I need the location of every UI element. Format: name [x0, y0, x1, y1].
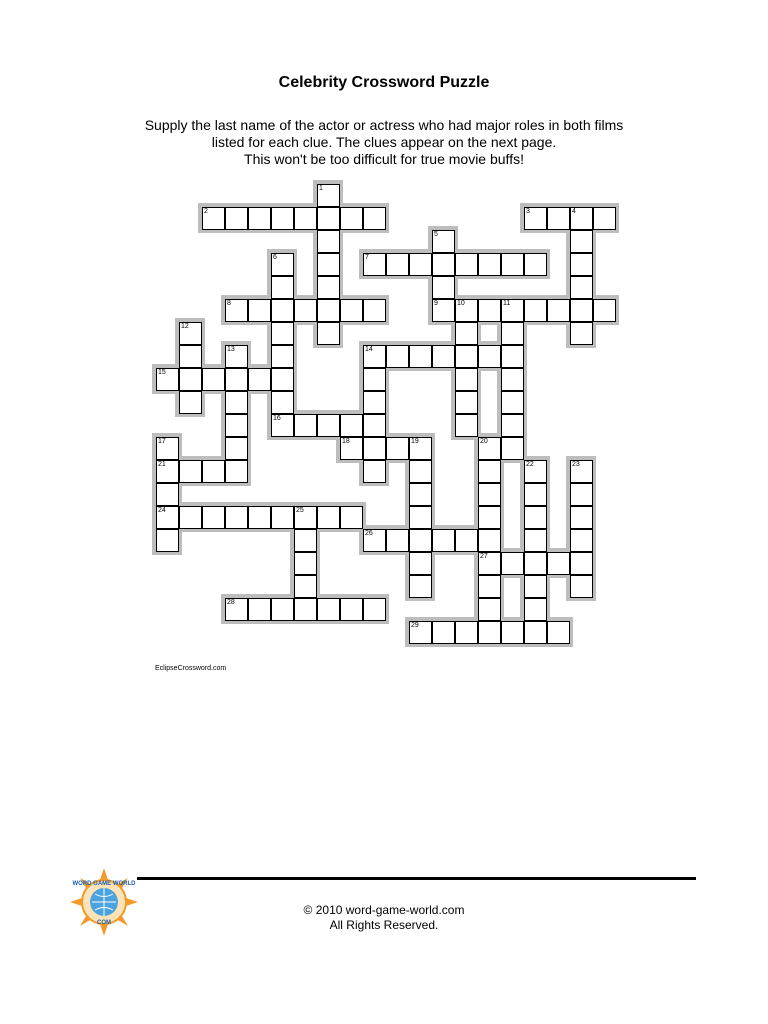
crossword-cell[interactable] [524, 621, 547, 644]
crossword-cell[interactable] [478, 529, 501, 552]
clue-number: 11 [503, 300, 511, 307]
crossword-cell[interactable] [248, 598, 271, 621]
crossword-cell[interactable] [547, 621, 570, 644]
clue-number: 16 [273, 415, 281, 422]
crossword-cell[interactable] [271, 414, 294, 437]
crossword-cell[interactable] [294, 506, 317, 529]
crossword-cell[interactable] [271, 598, 294, 621]
crossword-cell[interactable] [409, 529, 432, 552]
crossword-cell[interactable] [363, 598, 386, 621]
crossword-cell[interactable] [478, 506, 501, 529]
crossword-cell[interactable] [570, 460, 593, 483]
clue-number: 14 [365, 346, 373, 353]
crossword-cell[interactable] [179, 322, 202, 345]
crossword-cell[interactable] [455, 322, 478, 345]
clue-number: 26 [365, 530, 373, 537]
crossword-cell[interactable] [271, 506, 294, 529]
crossword-cell[interactable] [271, 299, 294, 322]
crossword-cell[interactable] [409, 575, 432, 598]
crossword-cell[interactable] [271, 322, 294, 345]
clue-number: 6 [273, 254, 277, 261]
crossword-cell[interactable] [501, 414, 524, 437]
clue-number: 15 [158, 369, 166, 376]
crossword-cell[interactable] [156, 529, 179, 552]
clue-number: 25 [296, 507, 304, 514]
crossword-cell[interactable] [570, 483, 593, 506]
crossword-cell[interactable] [340, 414, 363, 437]
crossword-cell[interactable] [478, 460, 501, 483]
logo-text-bottom: COM [97, 920, 111, 926]
crossword-cell[interactable] [363, 299, 386, 322]
crossword-cell[interactable] [524, 506, 547, 529]
crossword-cell[interactable] [248, 207, 271, 230]
crossword-cell[interactable] [156, 460, 179, 483]
crossword-cell[interactable] [294, 552, 317, 575]
crossword-cell[interactable] [501, 437, 524, 460]
crossword-cell[interactable] [409, 506, 432, 529]
crossword-cell[interactable] [478, 345, 501, 368]
crossword-cell[interactable] [386, 529, 409, 552]
credit-text: EclipseCrossword.com [155, 665, 227, 672]
crossword-cell[interactable] [363, 253, 386, 276]
crossword-cell[interactable] [363, 207, 386, 230]
crossword-cell[interactable] [363, 460, 386, 483]
clue-number: 22 [526, 461, 534, 468]
crossword-cell[interactable] [409, 437, 432, 460]
crossword-cell[interactable] [547, 299, 570, 322]
clue-number: 18 [342, 438, 350, 445]
clue-number: 13 [227, 346, 235, 353]
crossword-cell[interactable] [501, 552, 524, 575]
crossword-cell[interactable] [271, 345, 294, 368]
crossword-cell[interactable] [432, 230, 455, 253]
crossword-cell[interactable] [271, 276, 294, 299]
crossword-cell[interactable] [455, 391, 478, 414]
crossword-cell[interactable] [225, 506, 248, 529]
crossword-cell[interactable] [248, 368, 271, 391]
crossword-cell[interactable] [570, 529, 593, 552]
crossword-cell[interactable] [271, 391, 294, 414]
crossword-cell[interactable] [294, 414, 317, 437]
crossword-cell[interactable] [524, 575, 547, 598]
crossword-cell[interactable] [317, 276, 340, 299]
crossword-cell[interactable] [340, 437, 363, 460]
crossword-cell[interactable] [225, 391, 248, 414]
crossword-cell[interactable] [570, 552, 593, 575]
clue-number: 27 [480, 553, 488, 560]
crossword-cell[interactable] [363, 414, 386, 437]
crossword-cell[interactable] [501, 621, 524, 644]
crossword-cell[interactable] [524, 552, 547, 575]
crossword-cell[interactable] [386, 253, 409, 276]
clue-number: 8 [227, 300, 231, 307]
crossword-cell[interactable] [156, 483, 179, 506]
crossword-cell[interactable] [547, 552, 570, 575]
crossword-cell[interactable] [478, 598, 501, 621]
crossword-cell[interactable] [225, 414, 248, 437]
crossword-cell[interactable] [524, 253, 547, 276]
crossword-cell[interactable] [524, 529, 547, 552]
crossword-cell[interactable] [363, 529, 386, 552]
crossword-cell[interactable] [478, 621, 501, 644]
crossword-cell[interactable] [570, 575, 593, 598]
crossword-cell[interactable] [363, 391, 386, 414]
rights-text: All Rights Reserved. [329, 918, 439, 932]
clue-number: 3 [526, 208, 530, 215]
crossword-cell[interactable] [409, 460, 432, 483]
crossword-cell[interactable] [179, 460, 202, 483]
crossword-cell[interactable] [593, 299, 616, 322]
footer [0, 903, 768, 933]
crossword-cell[interactable] [501, 368, 524, 391]
crossword-cell[interactable] [317, 506, 340, 529]
crossword-cell[interactable] [363, 437, 386, 460]
crossword-cell[interactable] [478, 299, 501, 322]
crossword-cell[interactable] [386, 437, 409, 460]
clue-number: 5 [434, 231, 438, 238]
crossword-cell[interactable] [409, 483, 432, 506]
crossword-cell[interactable] [317, 253, 340, 276]
copyright-text: © 2010 word-game-world.com [303, 903, 465, 917]
crossword-cell[interactable] [478, 483, 501, 506]
crossword-cell[interactable] [432, 621, 455, 644]
crossword-cell[interactable] [294, 575, 317, 598]
clue-number: 21 [158, 461, 166, 468]
crossword-cell[interactable] [248, 506, 271, 529]
crossword-cell[interactable] [386, 345, 409, 368]
crossword-cell[interactable] [593, 207, 616, 230]
crossword-cell[interactable] [570, 506, 593, 529]
crossword-cell[interactable] [570, 276, 593, 299]
crossword-cell[interactable] [570, 253, 593, 276]
clue-number: 2 [204, 208, 208, 215]
crossword-cell[interactable] [225, 299, 248, 322]
crossword-cell[interactable] [225, 598, 248, 621]
crossword-cell[interactable] [225, 437, 248, 460]
crossword-cell[interactable] [409, 253, 432, 276]
crossword-cell[interactable] [501, 299, 524, 322]
crossword-cell[interactable] [363, 368, 386, 391]
crossword-cell[interactable] [340, 299, 363, 322]
clue-number: 19 [411, 438, 419, 445]
crossword-cell[interactable] [179, 391, 202, 414]
crossword-cell[interactable] [570, 230, 593, 253]
crossword-cell[interactable] [478, 575, 501, 598]
crossword-cell[interactable] [340, 506, 363, 529]
logo-text-top: WORD GAME WORLD [72, 881, 136, 887]
clue-number: 20 [480, 438, 488, 445]
crossword-cell[interactable] [432, 345, 455, 368]
crossword-cell[interactable] [340, 207, 363, 230]
crossword-cell[interactable] [547, 207, 570, 230]
crossword-cell[interactable] [271, 368, 294, 391]
clue-number: 4 [572, 208, 576, 215]
crossword-cell[interactable] [294, 529, 317, 552]
clue-number: 1 [319, 185, 323, 192]
crossword-cell[interactable] [409, 552, 432, 575]
crossword-cell[interactable] [478, 437, 501, 460]
crossword-cell[interactable] [524, 460, 547, 483]
footer-rule [137, 877, 696, 880]
crossword-cell[interactable] [202, 460, 225, 483]
crossword-cell[interactable] [294, 598, 317, 621]
crossword-cell[interactable] [478, 253, 501, 276]
crossword-cell[interactable] [409, 621, 432, 644]
clue-number: 9 [434, 300, 438, 307]
crossword-cell[interactable] [179, 368, 202, 391]
crossword-cell[interactable] [570, 299, 593, 322]
crossword-cell[interactable] [455, 345, 478, 368]
crossword-cell[interactable] [501, 253, 524, 276]
intro-line: Supply the last name of the actor or actress who had major roles in both films [144, 117, 624, 133]
crossword-cell[interactable] [524, 598, 547, 621]
crossword-cell[interactable] [455, 529, 478, 552]
crossword-cell[interactable] [432, 529, 455, 552]
clue-number: 17 [158, 438, 166, 445]
crossword-cell[interactable] [478, 552, 501, 575]
clue-number: 24 [158, 507, 166, 514]
crossword-cell[interactable] [317, 207, 340, 230]
crossword-cell[interactable] [317, 322, 340, 345]
crossword-cell[interactable] [455, 368, 478, 391]
crossword-cell[interactable] [225, 460, 248, 483]
clue-number: 29 [411, 622, 419, 629]
crossword-cell[interactable] [501, 322, 524, 345]
crossword-cell[interactable] [317, 598, 340, 621]
crossword-cell[interactable] [317, 184, 340, 207]
crossword-cell[interactable] [317, 414, 340, 437]
crossword-cell[interactable] [432, 253, 455, 276]
crossword-cell[interactable] [179, 506, 202, 529]
crossword-cell[interactable] [524, 299, 547, 322]
crossword-cell[interactable] [225, 207, 248, 230]
crossword-cell[interactable] [271, 253, 294, 276]
crossword-cell[interactable] [524, 207, 547, 230]
crossword-cell[interactable] [156, 368, 179, 391]
crossword-cell[interactable] [156, 506, 179, 529]
crossword-cell[interactable] [432, 299, 455, 322]
crossword-cell[interactable] [271, 207, 294, 230]
crossword-cell[interactable] [455, 299, 478, 322]
intro-line: This won't be too difficult for true movie buffs! [244, 151, 524, 167]
clue-number: 23 [572, 461, 580, 468]
crossword-cell[interactable] [294, 299, 317, 322]
crossword-cell[interactable] [317, 230, 340, 253]
crossword-cell[interactable] [248, 299, 271, 322]
crossword-cell[interactable] [294, 207, 317, 230]
clue-number: 28 [227, 599, 235, 606]
crossword-cell[interactable] [225, 368, 248, 391]
crossword-cell[interactable] [202, 506, 225, 529]
page-title: Celebrity Crossword Puzzle [278, 74, 490, 91]
crossword-cell[interactable] [570, 322, 593, 345]
crossword-cell[interactable] [501, 391, 524, 414]
crossword-cell[interactable] [524, 483, 547, 506]
crossword-cell[interactable] [202, 207, 225, 230]
intro-line: listed for each clue. The clues appear on the next page. [211, 134, 557, 150]
crossword-cell[interactable] [363, 345, 386, 368]
clue-number: 12 [181, 323, 189, 330]
crossword-cell[interactable] [156, 437, 179, 460]
clue-number: 7 [365, 254, 369, 261]
crossword-cell[interactable] [409, 345, 432, 368]
crossword-cell[interactable] [317, 299, 340, 322]
crossword-cell[interactable] [455, 253, 478, 276]
crossword-cell[interactable] [501, 345, 524, 368]
clue-number: 10 [457, 300, 465, 307]
crossword-cell[interactable] [202, 368, 225, 391]
crossword-cell[interactable] [225, 345, 248, 368]
crossword-cell[interactable] [455, 414, 478, 437]
crossword-cell[interactable] [179, 345, 202, 368]
crossword-cell[interactable] [570, 207, 593, 230]
crossword-cell[interactable] [455, 621, 478, 644]
crossword-cell[interactable] [340, 598, 363, 621]
crossword-cell[interactable] [432, 276, 455, 299]
